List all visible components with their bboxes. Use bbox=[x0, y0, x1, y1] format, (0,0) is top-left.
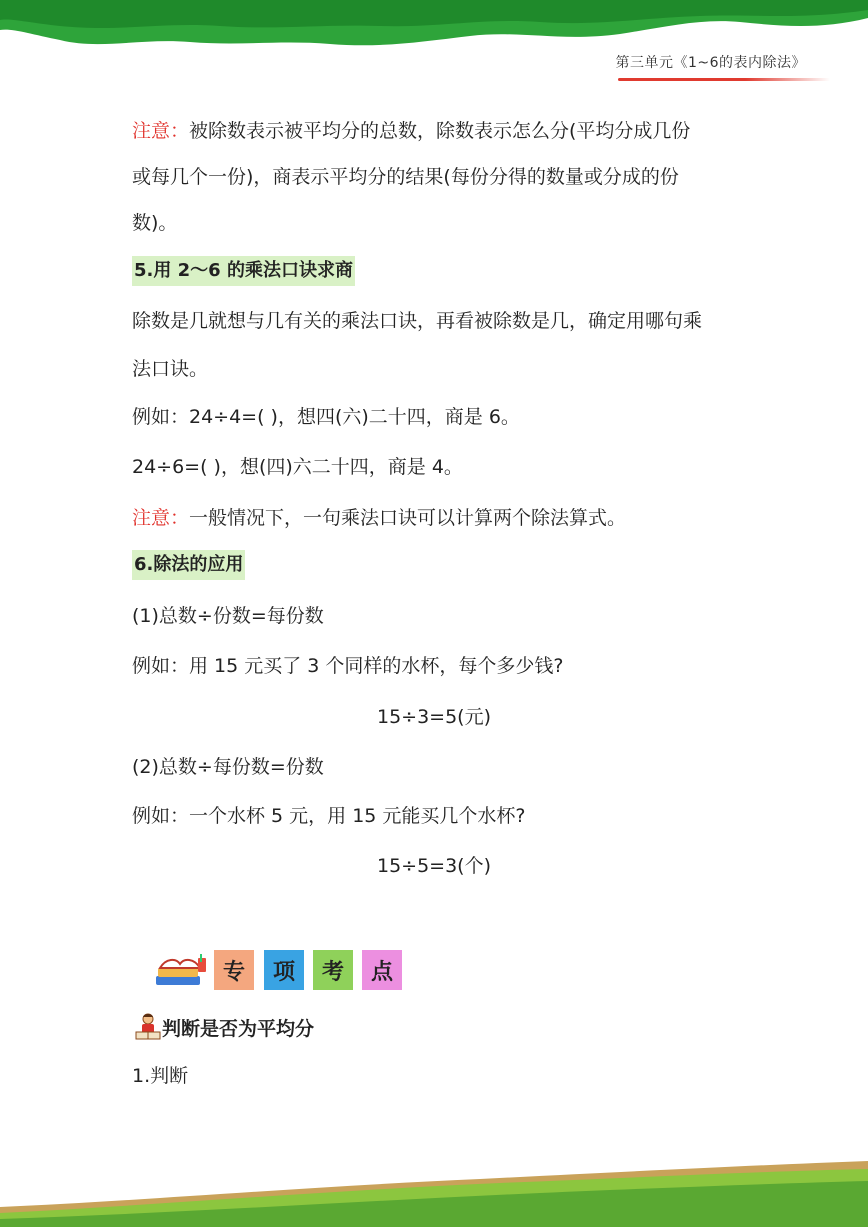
books-icon bbox=[154, 952, 208, 988]
note-line-1: 注意：被除数表示被平均分的总数，除数表示怎么分(平均分成几份 bbox=[132, 120, 691, 142]
section-6-heading: 6.除法的应用 bbox=[132, 550, 245, 580]
section-6-formula-2: 15÷5=3(个) bbox=[376, 855, 492, 877]
unit-title: 第三单元《1~6的表内除法》 bbox=[615, 55, 806, 71]
note-paragraph bbox=[132, 108, 742, 246]
section-5-example-1: 例如：24÷4=( )，想四(六)二十四，商是 6。 bbox=[132, 406, 520, 428]
section-6-rule-1: (1)总数÷份数=每份数 bbox=[132, 605, 324, 627]
header-underline bbox=[618, 78, 830, 81]
topic-tile-zhuan: 专 bbox=[214, 950, 254, 990]
reading-child-icon bbox=[134, 1012, 162, 1042]
section-5-note: 注意：一般情况下，一句乘法口诀可以计算两个除法算式。 bbox=[132, 507, 627, 529]
section-5-text-line-1: 除数是几就想与几有关的乘法口诀，再看被除数是几，确定用哪句乘 bbox=[132, 310, 703, 332]
topic-tile-dian: 点 bbox=[362, 950, 402, 990]
bottom-green-band bbox=[0, 1157, 868, 1227]
section-6-rule-2: (2)总数÷每份数=份数 bbox=[132, 756, 324, 778]
section-6-example-2: 例如：一个水杯 5 元，用 15 元能买几个水杯? bbox=[132, 805, 526, 827]
note-label: 注意： bbox=[132, 120, 190, 142]
section-5-example-2: 24÷6=( )，想(四)六二十四，商是 4。 bbox=[132, 456, 463, 478]
section-6-example-1: 例如：用 15 元买了 3 个同样的水杯，每个多少钱? bbox=[132, 655, 564, 677]
section-6-formula-1: 15÷3=5(元) bbox=[376, 706, 492, 728]
section-5-text-line-2: 法口诀。 bbox=[132, 358, 209, 380]
top-green-band bbox=[0, 0, 868, 60]
note-line-3: 数)。 bbox=[132, 212, 178, 234]
note-line-2: 或每几个一份)，商表示平均分的结果(每份分得的数量或分成的份 bbox=[132, 166, 679, 188]
special-topic-subheading: 判断是否为平均分 bbox=[162, 1018, 315, 1040]
topic-tile-kao: 考 bbox=[313, 950, 353, 990]
section-5-heading: 5.用 2～6 的乘法口诀求商 bbox=[132, 256, 355, 286]
judge-item-1: 1.判断 bbox=[132, 1065, 189, 1087]
topic-tile-xiang: 项 bbox=[264, 950, 304, 990]
